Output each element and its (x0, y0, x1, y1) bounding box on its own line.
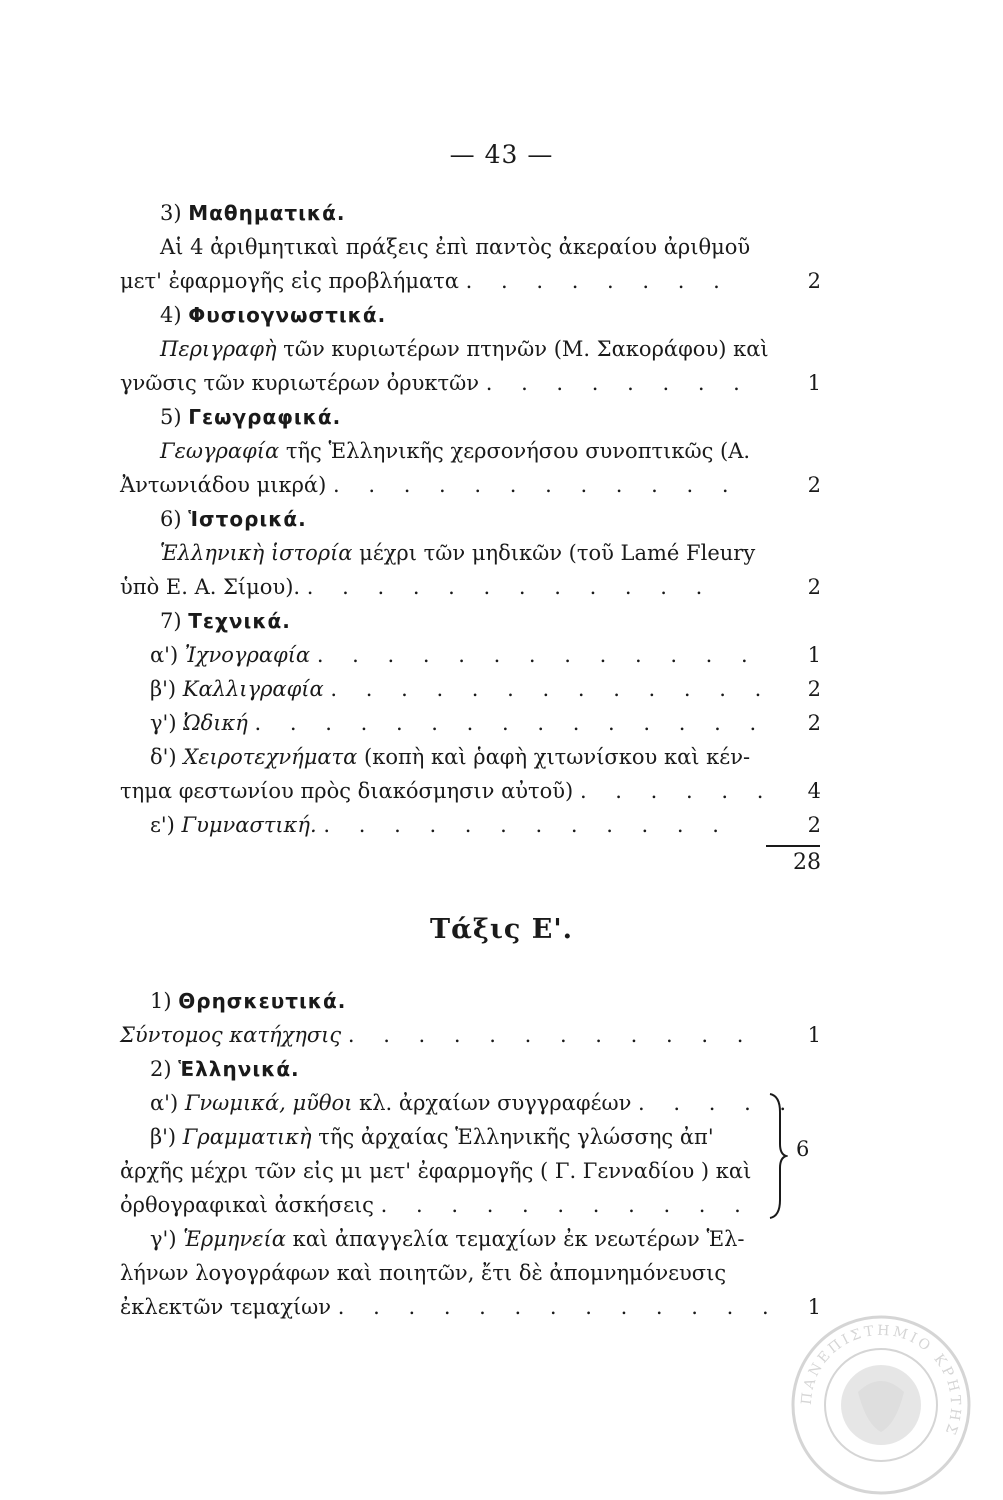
subject-title: Ἑρμηνεία (183, 1227, 286, 1251)
text-line (150, 808, 850, 842)
line-number: γ') (150, 711, 177, 735)
text-line (120, 1154, 820, 1188)
leader-dots: . . . . . . . . . . . . (306, 575, 714, 599)
text-line (160, 400, 860, 434)
text-line (120, 1188, 820, 1222)
text-line (160, 502, 860, 536)
line-text: τῆς ἀρχαίας Ἑλληνικῆς γλώσσης ἀπ' (311, 1125, 714, 1149)
line-number: β') (150, 1125, 177, 1149)
leader-dots: . . . . . . . . . . . . (347, 1023, 755, 1047)
text-line (120, 570, 820, 604)
text-line (150, 638, 850, 672)
text-line (120, 264, 820, 298)
line-number: 6) (160, 507, 182, 531)
leader-dots: . . . . . . . . . . . . . (337, 1295, 780, 1319)
hours-value: 1 (807, 371, 821, 395)
line-text: γνῶσις τῶν κυριωτέρων ὀρυκτῶν (120, 371, 480, 395)
line-number: α') (150, 643, 179, 667)
line-number: 5) (160, 405, 182, 429)
hours-value: 2 (807, 473, 821, 497)
section-heading: Ἱστορικά. (188, 507, 307, 531)
text-line (150, 1222, 850, 1256)
subject-title: Γυμναστική. (181, 813, 317, 837)
line-text: μέχρι τῶν μηδικῶν (τοῦ Lamé Fleury (352, 541, 756, 565)
text-line (120, 1290, 820, 1324)
section-heading: Μαθηματικά. (188, 201, 346, 225)
text-line (150, 1086, 850, 1120)
section-heading: Τεχνικά. (188, 609, 291, 633)
total-rule (766, 845, 820, 847)
text-line (120, 468, 820, 502)
hours-value: 1 (807, 643, 821, 667)
line-text: ὑπὸ Ε. Α. Σίμου). (120, 575, 301, 599)
line-text: τῆς Ἑλληνικῆς χερσονήσου συνοπτικῶς (Α. (279, 439, 751, 463)
library-seal (788, 1312, 974, 1498)
hours-value: 1 (807, 1023, 821, 1047)
line-number: δ') (150, 745, 177, 769)
line-text: (κοπὴ καὶ ῥαφὴ χιτωνίσκου καὶ κέν- (357, 745, 751, 769)
text-line (120, 1256, 820, 1290)
leader-dots: . . . . . . . . (465, 269, 731, 293)
section-heading: Γεωγραφικά. (188, 405, 342, 429)
text-line (160, 298, 860, 332)
hours-value: 1 (807, 1295, 821, 1319)
text-line (120, 1018, 820, 1052)
subject-title: Ἰχνογραφία (184, 643, 311, 667)
text-line (160, 604, 860, 638)
text-line (150, 740, 850, 774)
text-line (150, 984, 850, 1018)
line-number: 4) (160, 303, 182, 327)
line-number: 2) (150, 1057, 172, 1081)
leader-dots: . . . . . (638, 1091, 798, 1115)
subject-title: Ἑλληνικὴ ἱστορία (160, 541, 353, 565)
line-text: Αἱ 4 ἀριθμητικαὶ πράξεις ἐπὶ παντὸς ἀκεραίου ἀριθμοῦ (160, 235, 751, 259)
line-number: β') (150, 677, 177, 701)
leader-dots: . . . . . . . . . . . . . (330, 677, 773, 701)
leader-dots: . . . . . . . . . . . (380, 1193, 752, 1217)
subject-title: Σύντομος κατήχησις (120, 1023, 342, 1047)
subject-title: Χειροτεχνήματα (183, 745, 358, 769)
text-line (120, 366, 820, 400)
brace-hours: 6 (796, 1137, 810, 1161)
page-number: — 43 — (449, 140, 554, 169)
hours-value: 2 (807, 711, 821, 735)
text-line (160, 230, 860, 264)
hours-value: 2 (807, 575, 821, 599)
leader-dots: . . . . . . (579, 779, 775, 803)
line-text: τημα φεστωνίου πρὸς διακόσμησιν αὐτοῦ) (120, 779, 574, 803)
line-text: ἐκλεκτῶν τεμαχίων (120, 1295, 332, 1319)
line-number: 1) (150, 989, 172, 1013)
line-text: ἀρχῆς μέχρι τῶν εἰς μι μετ' ἐφαρμογῆς ( Γ. Γενναδίου ) καὶ (120, 1159, 752, 1183)
section-heading: Ἑλληνικά. (178, 1057, 300, 1081)
subject-title: Γνωμικά, μῦθοι (184, 1091, 353, 1115)
line-text: ὀρθογραφικαὶ ἀσκήσεις (120, 1193, 374, 1217)
text-line (160, 434, 860, 468)
total-hours: 28 (793, 850, 821, 875)
subject-title: Γραμματικὴ (182, 1125, 312, 1149)
subject-title: Ὠδική (183, 711, 248, 735)
subject-title: Καλλιγραφία (182, 677, 324, 701)
text-line (150, 1120, 850, 1154)
hours-value: 4 (807, 779, 821, 803)
leader-dots: . . . . . . . . . . . . . . . (254, 711, 768, 735)
line-text: λήνων λογογράφων καὶ ποιητῶν, ἔτι δὲ ἀπομνημόνευσις (120, 1261, 727, 1285)
leader-dots: . . . . . . . . . . . . (333, 473, 740, 497)
text-line (120, 774, 820, 808)
leader-dots: . . . . . . . . . . . . (323, 813, 730, 837)
text-line (150, 672, 850, 706)
line-text: Ἀντωνιάδου μικρά) (120, 473, 327, 497)
svg-text:ΠΑΝΕΠΙΣΤΗΜΙΟ ΚΡΗΤΗΣ: ΠΑΝΕΠΙΣΤΗΜΙΟ ΚΡΗΤΗΣ (798, 1322, 964, 1440)
hours-value: 2 (807, 813, 821, 837)
leader-dots: . . . . . . . . . . . . . (316, 643, 759, 667)
line-text: κλ. ἀρχαίων συγγραφέων (352, 1091, 632, 1115)
line-number: ε') (150, 813, 175, 837)
leader-dots: . . . . . . . . (485, 371, 751, 395)
hours-value: 2 (807, 677, 821, 701)
section-heading: Θρησκευτικά. (178, 989, 347, 1013)
text-line (160, 196, 860, 230)
text-line (150, 1052, 850, 1086)
line-number: 7) (160, 609, 182, 633)
line-text: μετ' ἐφαρμογῆς εἰς προβλήματα (120, 269, 459, 293)
subject-title: Γεωγραφία (160, 439, 280, 463)
text-line (160, 332, 860, 366)
text-line (150, 706, 850, 740)
hours-value: 2 (807, 269, 821, 293)
right-brace (768, 1092, 788, 1220)
line-text: τῶν κυριωτέρων πτηνῶν (Μ. Σακοράφου) καὶ (276, 337, 769, 361)
subject-title: Περιγραφὴ (160, 337, 277, 361)
line-number: γ') (150, 1227, 177, 1251)
line-number: α') (150, 1091, 179, 1115)
line-text: καὶ ἀπαγγελία τεμαχίων ἐκ νεωτέρων Ἑλ- (285, 1227, 745, 1251)
text-line (160, 536, 860, 570)
section-heading: Φυσιογνωστικά. (188, 303, 387, 327)
line-number: 3) (160, 201, 182, 225)
class-title: Τάξις Ε'. (429, 914, 573, 945)
